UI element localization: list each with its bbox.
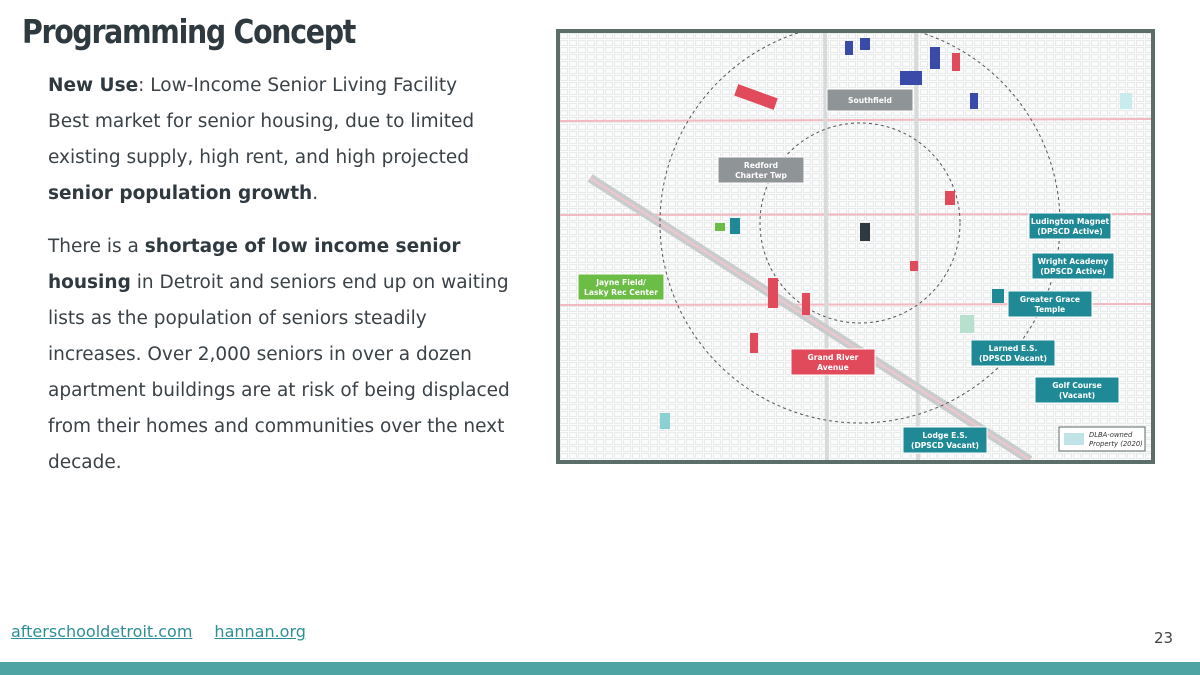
svg-text:Golf Course: Golf Course: [1052, 381, 1102, 390]
label-redford: [718, 157, 804, 183]
body-text: [48, 68, 518, 498]
label-grand-river: [791, 349, 875, 375]
svg-text:Avenue: Avenue: [817, 363, 849, 372]
label-ludington: [1029, 213, 1111, 239]
svg-text:Greater Grace: Greater Grace: [1019, 295, 1081, 304]
label-larned: [971, 340, 1055, 366]
svg-text:Southfield: Southfield: [848, 96, 892, 105]
shortage-bold: shortage of low income senior housing: [48, 236, 461, 293]
svg-text:Wright Academy: Wright Academy: [1037, 257, 1109, 266]
shortage-post: in Detroit and seniors end up on waiting lists as the population of seniors steadily increases. Over 2,000 seniors in over a dozen apartment buildings are at risk of being displaced from their homes and communities over the next decade.: [48, 272, 510, 473]
svg-text:Lasky Rec Center: Lasky Rec Center: [584, 288, 658, 297]
svg-text:Grand River: Grand River: [807, 353, 859, 362]
hannan-link[interactable]: hannan.org: [214, 622, 306, 641]
svg-text:Property (2020): Property (2020): [1089, 440, 1143, 448]
senior-growth-text: senior population growth: [48, 183, 313, 204]
period: .: [312, 183, 319, 204]
svg-text:Ludington Magnet: Ludington Magnet: [1030, 217, 1110, 226]
market-text: Best market for senior housing, due to limited existing supply, high rent, and high projected: [48, 111, 475, 168]
bottom-accent-bar: [0, 662, 1200, 675]
slide-title: Programming Concept: [22, 12, 356, 51]
label-greater-grace: [1008, 291, 1092, 317]
new-use-label: New Use: [48, 75, 139, 96]
footer-links: [11, 622, 328, 641]
svg-text:Lodge E.S.: Lodge E.S.: [922, 431, 968, 440]
new-use-value: Low-Income Senior Living Facility: [150, 75, 458, 96]
svg-text:(DPSCD Active): (DPSCD Active): [1037, 227, 1103, 236]
area-map: [556, 29, 1155, 464]
page-number: 23: [1154, 629, 1174, 647]
svg-text:(DPSCD Active): (DPSCD Active): [1040, 267, 1106, 276]
map-legend: [1059, 427, 1145, 451]
paragraph-new-use: [48, 68, 518, 212]
svg-text:DLBA-owned: DLBA-owned: [1089, 431, 1133, 439]
label-wright: [1032, 253, 1114, 279]
shortage-pre: There is a: [48, 236, 145, 257]
label-jayne-field: [578, 274, 664, 300]
svg-text:(DPSCD Vacant): (DPSCD Vacant): [978, 354, 1048, 363]
svg-text:Larned E.S.: Larned E.S.: [988, 344, 1038, 353]
label-golf-course: [1035, 377, 1119, 403]
svg-text:Jayne Field/: Jayne Field/: [596, 278, 646, 287]
label-lodge: [903, 427, 987, 453]
afterschooldetroit-link[interactable]: afterschooldetroit.com: [11, 622, 193, 641]
svg-text:Redford: Redford: [743, 161, 779, 170]
svg-text:(DPSCD Vacant): (DPSCD Vacant): [910, 441, 980, 450]
svg-text:Temple: Temple: [1034, 305, 1066, 314]
svg-text:(Vacant): (Vacant): [1058, 391, 1096, 400]
label-southfield: [827, 89, 913, 111]
separator: :: [138, 75, 151, 96]
map-graphic: [560, 33, 1151, 460]
paragraph-shortage: [48, 229, 518, 481]
svg-text:Charter Twp: Charter Twp: [735, 171, 787, 180]
